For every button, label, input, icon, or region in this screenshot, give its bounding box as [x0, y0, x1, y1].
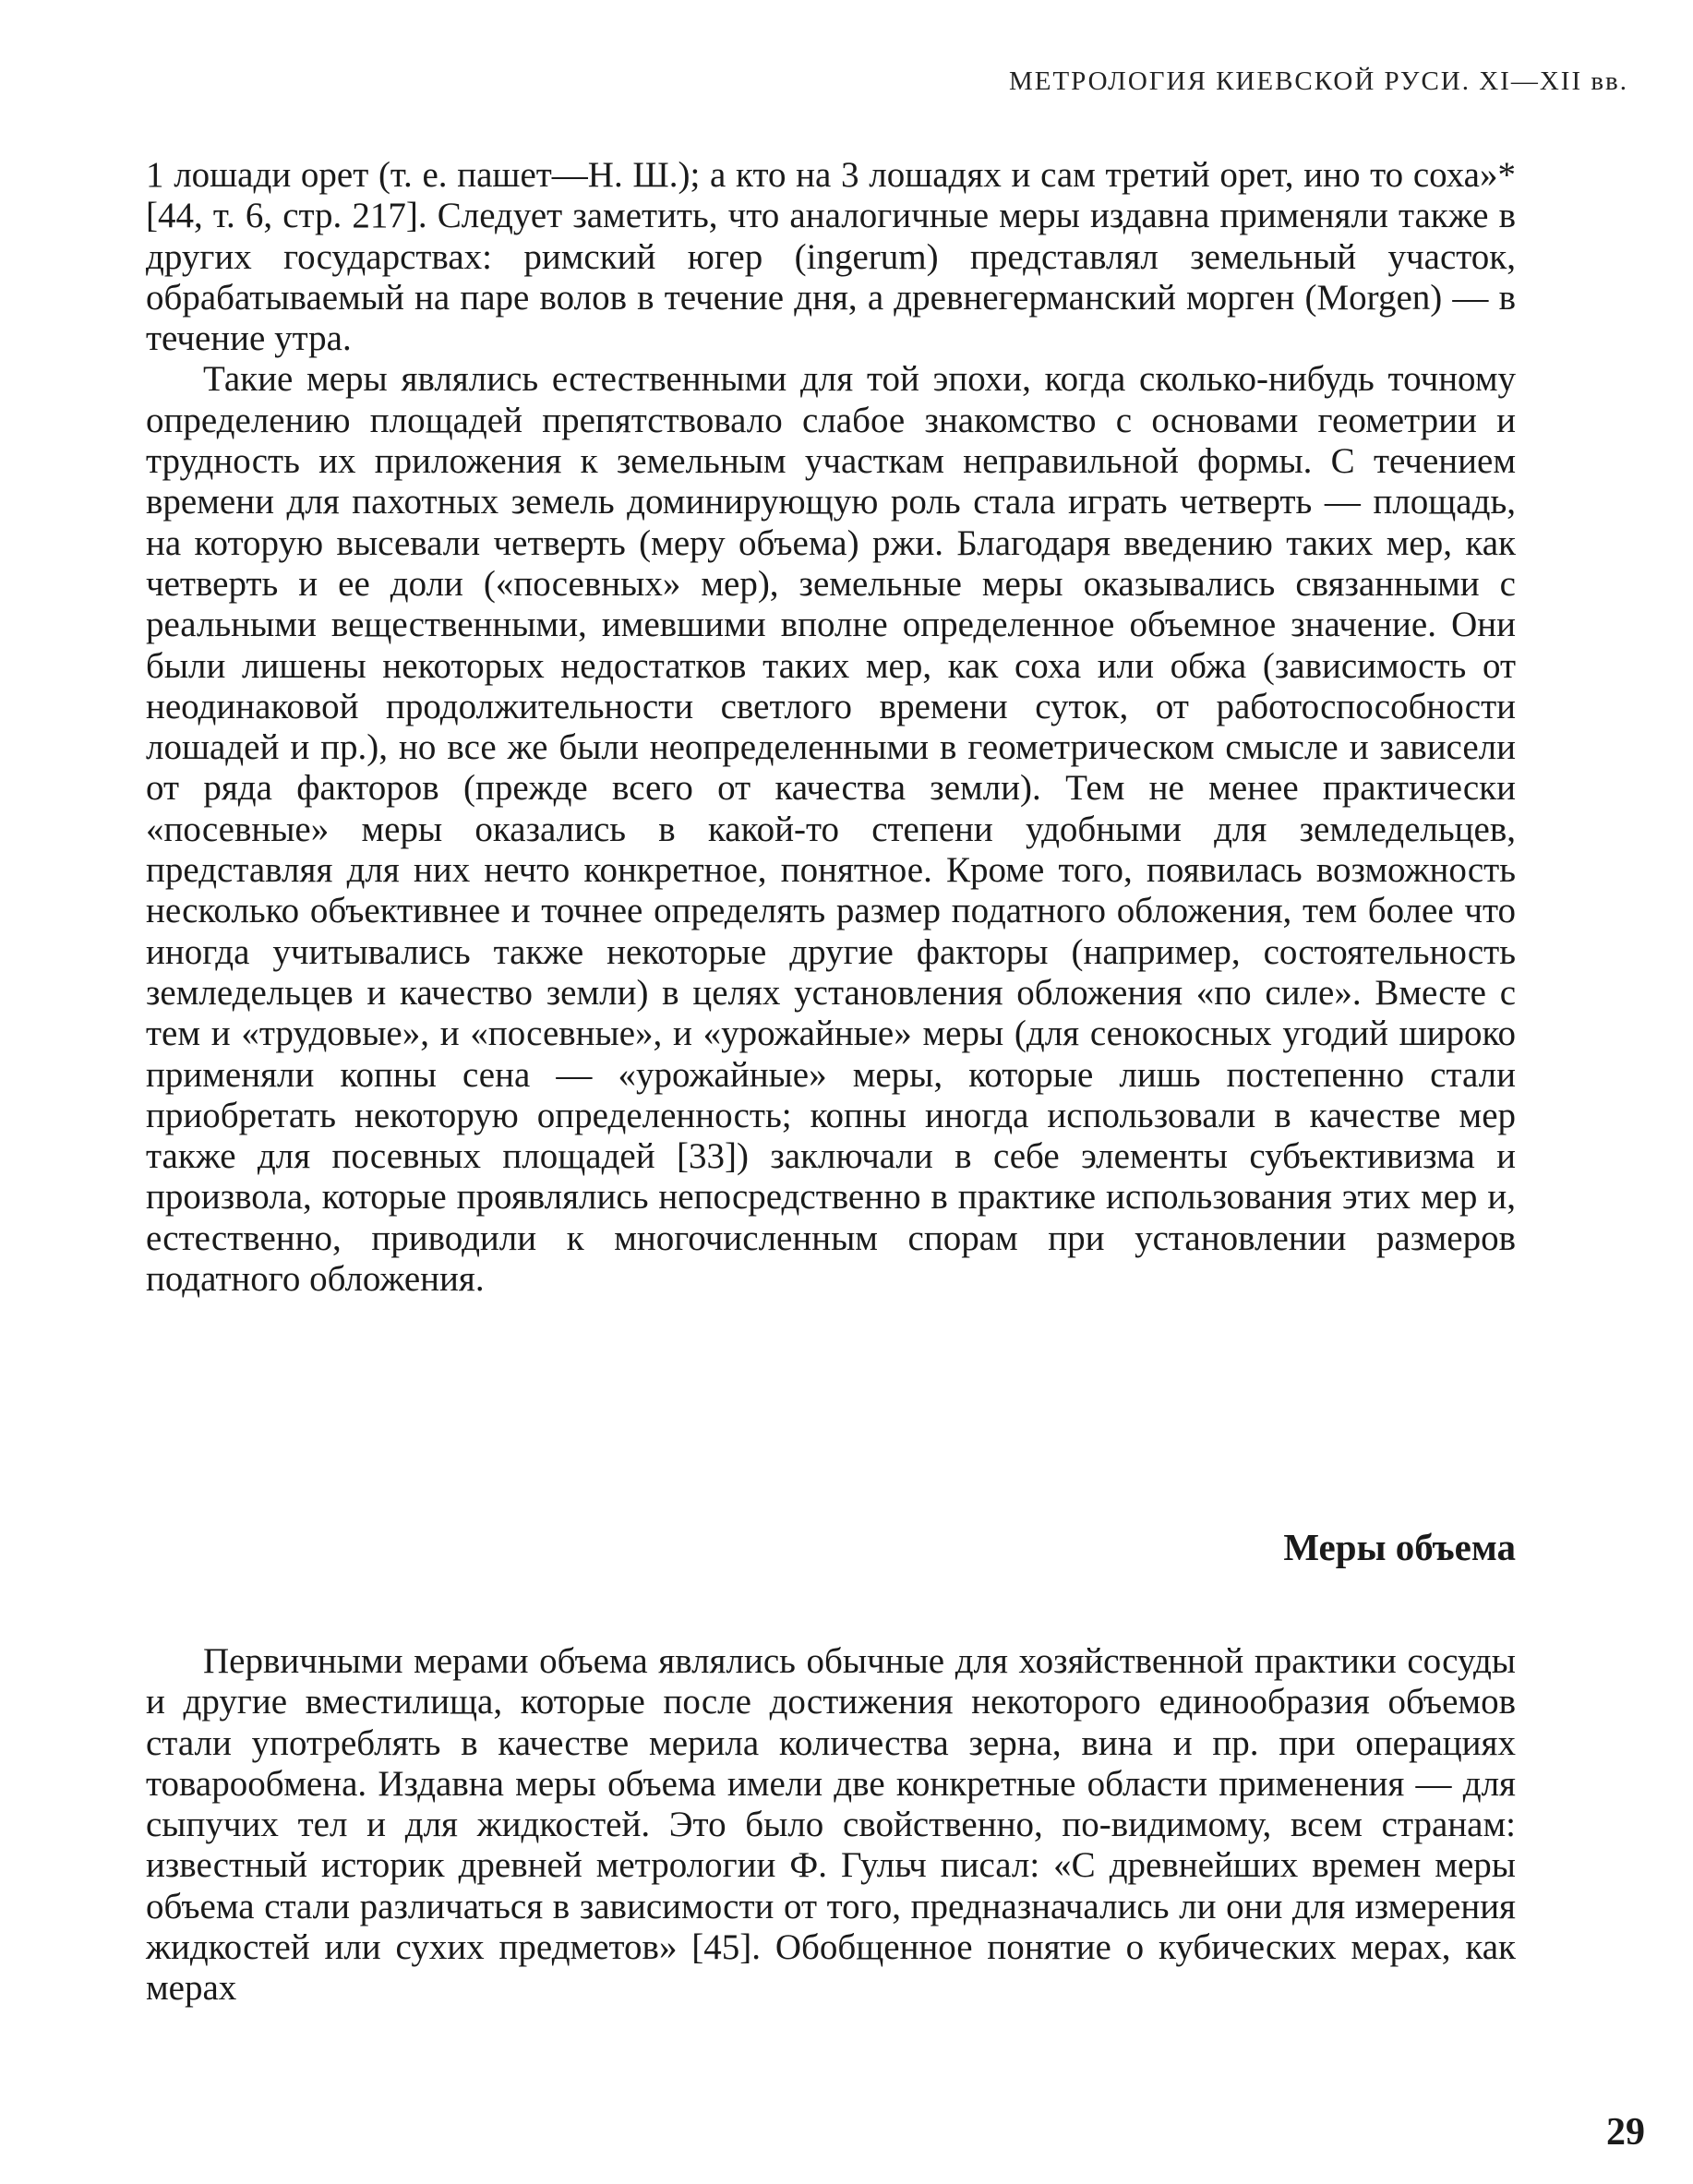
body-text-after-heading [146, 1641, 1516, 2010]
paragraph: Первичными мерами объема являлись обычные для хозяйственной практики сосуды и другие вместилища, которые после достижения некоторого единообразия объемов стали употреблять в качестве мерила количества зерна, вина и пр. при операциях товарообмена. Издавна меры объема имели две конкретные области применения — для сыпучих тел и для жидкостей. Это было свойственно, по-видимому, всем странам: известный историк древней метрологии Ф. Гульч писал: «С древнейших времен меры объема стали различаться в зависимости от того, предназначались ли они для измерения жидкостей или сухих предметов» [45]. Обобщенное понятие о кубических мерах, как мерах [146, 1641, 1516, 2009]
paragraph: Такие меры являлись естественными для той эпохи, когда сколько-нибудь точному определению площадей препятствовало слабое знакомство с основами геометрии и трудность их приложения к земельным участкам неправильной формы. С течением времени для пахотных земель доминирующую роль стала играть четверть — площадь, на которую высевали четверть (меру объема) ржи. Благодаря введению таких мер, как четверть и ее доли («посевных» мер), земельные меры оказывались связанными с реальными вещественными, имевшими вполне определенное объемное значение. Они были лишены некоторых недостатков таких мер, как соха или обжа (зависимость от неодинаковой продолжительности светлого времени суток, от работоспособности лошадей и пр.), но все же были неопределенными в геометрическом смысле и зависели от ряда факторов (прежде всего от качества земли). Тем не менее практически «посевные» меры оказались в какой-то степени удобными для земледельцев, представляя для них нечто конкретное, понятное. Кроме того, появилась возможность несколько объективнее и точнее определять размер податного обложения, тем более что иногда учитывались также некоторые другие факторы (например, состоятельность земледельцев и качество земли) в целях установления обложения «по силе». Вместе с тем и «трудовые», и «посевные», и «урожайные» меры (для сенокосных угодий широко применяли копны сена — «урожайные» меры, которые лишь постепенно стали приобретать некоторую определенность; копны иногда использовали в качестве мер также для посевных площадей [33]) заключали в себе элементы субъективизма и произвола, которые проявлялись непосредственно в практике использования этих мер и, естественно, приводили к многочисленным спорам при установлении размеров податного обложения. [146, 359, 1516, 1300]
section-heading: Меры объема [1283, 1526, 1516, 1568]
page-number: 29 [1606, 2111, 1645, 2154]
paragraph-continuation: 1 лошади орет (т. е. пашет—Н. Ш.); а кто на 3 лошадях и сам третий орет, ино то соха»* [44, т. 6, стр. 217]. Следует заметить, что аналогичные меры издавна применяли также в других государствах: римский югер (ingerum) представлял земельный участок, обрабатываемый на паре волов в течение дня, а древнегерманский морген (Morgen) — в течение утра. [146, 155, 1516, 359]
running-head: МЕТРОЛОГИЯ КИЕВСКОЙ РУСИ. XI—XII вв. [1008, 66, 1628, 96]
body-text-before-heading [146, 155, 1516, 1300]
